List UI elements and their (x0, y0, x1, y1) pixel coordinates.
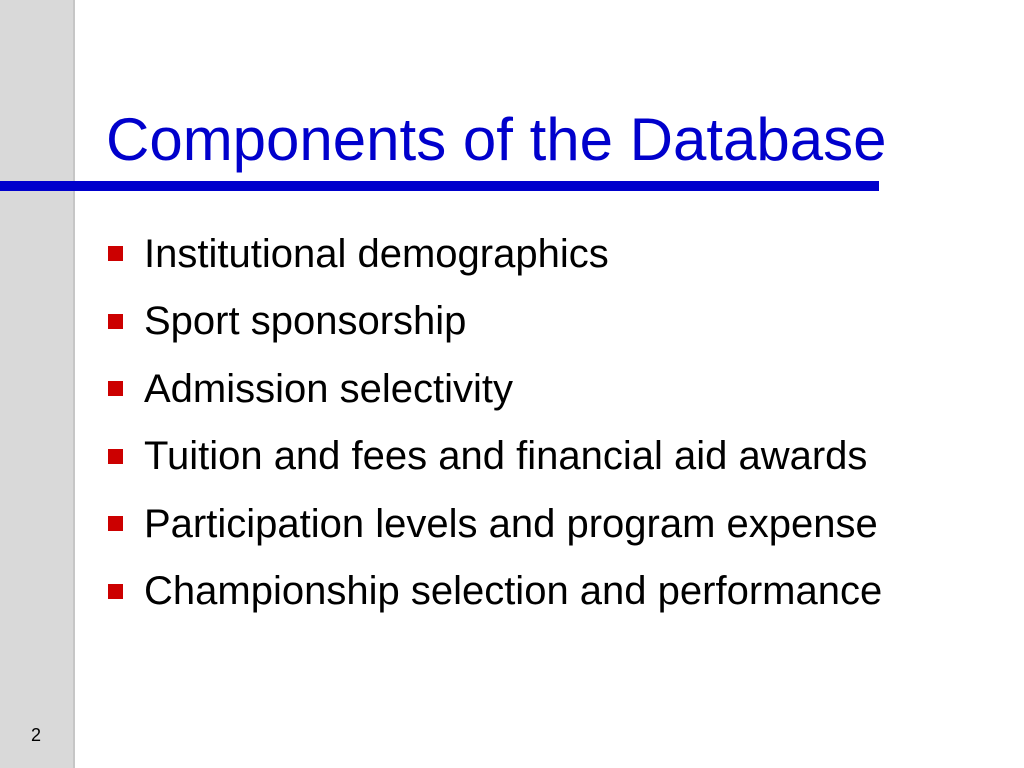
square-bullet-icon (108, 246, 123, 261)
square-bullet-icon (108, 516, 123, 531)
bullet-text: Sport sponsorship (144, 299, 467, 344)
bullet-item (108, 423, 882, 491)
bullet-text: Championship selection and performance (144, 569, 883, 614)
left-margin-band (0, 0, 75, 768)
square-bullet-icon (108, 381, 123, 396)
bullet-item (108, 558, 882, 626)
bullet-item (108, 220, 882, 288)
slide-title: Components of the Database (106, 106, 887, 173)
bullet-item (108, 490, 882, 558)
square-bullet-icon (108, 314, 123, 329)
square-bullet-icon (108, 449, 123, 464)
bullet-item (108, 288, 882, 356)
bullet-text: Participation levels and program expense (144, 501, 878, 546)
bullet-text: Institutional demographics (144, 231, 609, 276)
square-bullet-icon (108, 584, 123, 599)
bullet-text: Tuition and fees and financial aid awards (144, 434, 868, 479)
title-underline-rule (0, 181, 879, 191)
bullet-list (108, 220, 882, 625)
bullet-text: Admission selectivity (144, 366, 514, 411)
bullet-item (108, 355, 882, 423)
page-number: 2 (31, 725, 42, 745)
